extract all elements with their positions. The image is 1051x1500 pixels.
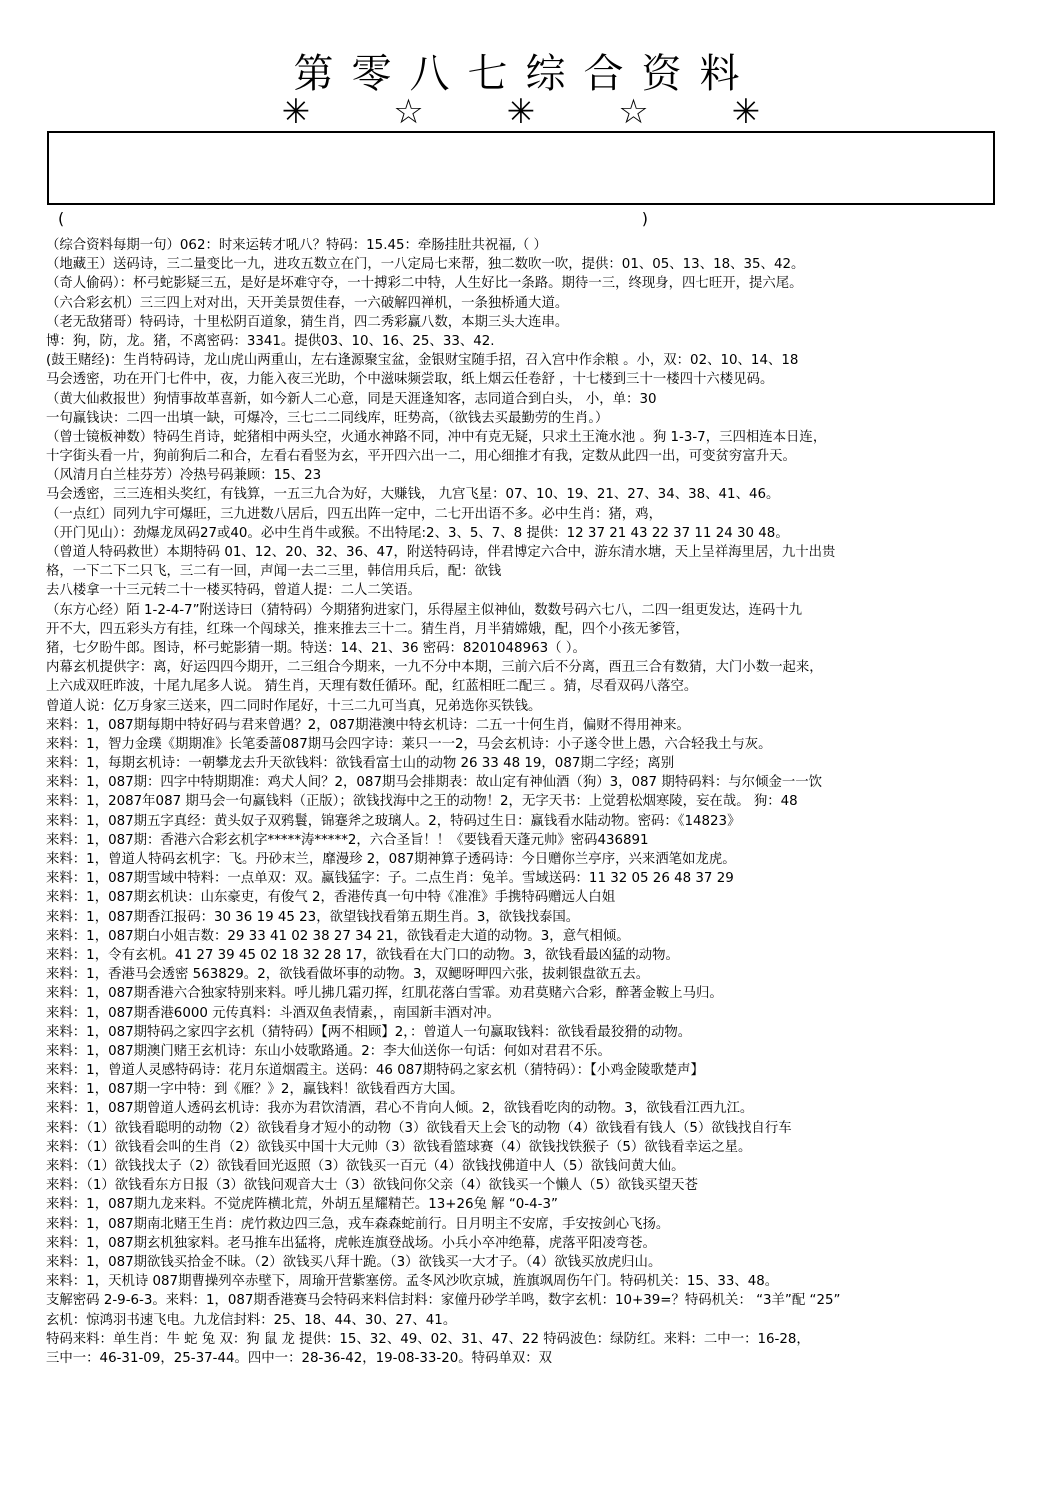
text-line: 来料：1，香港马会透密 563829。2，欲钱看做坏事的动物。3，双鳃呀呷四六张，拔刺银盘欲五去。: [46, 967, 650, 983]
page-title: 第零八七综合资料: [293, 51, 758, 97]
text-line: 来料：1，087期：四字中特期期准：鸡犬人间？2，087期马会排期表：故山定有神仙酒（狗）3，087 期特码料：与尔倾金一一饮: [46, 775, 823, 791]
text-line: 内幕玄机提供字：离，好运四四今期开，二三组合今期来，一九不分中本期，三前六后不分离，酉丑三合有数猜，大门小数一起来，: [46, 660, 823, 676]
text-line: 一句赢钱诀：二四一出填一缺，可爆冷，三七二二同线库，旺势高，（欲钱去买最勤劳的生肖。）: [46, 410, 609, 426]
text-line: 来料：1，天机诗 087期曹操列卒赤壁下，周瑜开营紫塞傍。孟冬风沙吹京城，旌旗飒周伤午门。特码机关：15、33、48。: [46, 1274, 779, 1290]
text-line: 特码来料：单生肖：牛 蛇 兔 双：狗 鼠 龙 提供：15、32、49、02、31、47、22 特码波色：绿防红。来料：二中一：16-28，: [46, 1331, 810, 1347]
star-row: [276, 92, 766, 132]
text-line: 来料：1，令有玄机。41 27 39 45 02 18 32 28 17，欲钱看在大门口的动物。3，欲钱看最凶猛的动物。: [46, 947, 679, 963]
text-line: 来料：1，087期香港6000 元传真料：斗酒双鱼表情素，，南国新丰酒对冲。: [46, 1005, 501, 1021]
text-line: 来料：1，087期曾道人透码玄机诗：我亦为君饮清酒，君心不肯向人倾。2，欲钱看吃肉的动物。3，欲钱看江西九江。: [46, 1101, 754, 1117]
text-line: 来料：1，087期白小姐吉数：29 33 41 02 38 27 34 21，欲钱看走大道的动物。3，意气相倾。: [46, 928, 630, 944]
text-line: (鼓王赌经)：生肖特码诗，龙山虎山两重山，左右逢源聚宝盆，金银财宝随手招，召入宫中作余粮 。小，双：02、10、14、18: [46, 353, 799, 369]
text-line: 来料：1，智力金璞《期期准》长笔委蔷087期马会四字诗：莱只一一2，马会玄机诗：小子遂令世上愚，六合轻我土与灰。: [46, 736, 772, 752]
asterisk-icon: ✳: [731, 92, 761, 132]
text-line: 曾道人说：亿万身家三送来，四二同时作尾好，十三二九可当真，兄弟选你买铁钱。: [46, 698, 542, 714]
text-line: 支解密码 2-9-6-3。来料：1，087期香港赛马会特码来料信封料：家僮丹砂学羊鸣，数字玄机：10+39=？特码机关： “3羊”配 “25”: [46, 1293, 841, 1309]
text-line: 来料：1，087期欲钱买拾金不昧。（2）欲钱买八拜十跪。（3）欲钱买一大才子。（4）欲钱买放虎归山。: [46, 1254, 662, 1270]
text-line: （老无敌猪哥）特码诗，十里松阴百道象，猜生肖，四二秀彩赢八数，本期三头大连串。: [46, 314, 569, 330]
text-line: 去八楼拿一十三元转二十一楼买特码，曾道人提：二人二笑语。: [46, 583, 421, 599]
text-line: （东方心经）陌 1-2-4-7”附送诗曰（猜特码）今期猪狗进家门，乐得屋主似神仙，数数号码六七八，二四一组更发达，连码十九: [46, 602, 803, 618]
text-line: （曾士镜板神数）特码生肖诗，蛇猪相中两头空，火通水神路不同，冲中有克无疑，只求土王淹水池 。狗 1-3-7，三四相连本日连，: [46, 429, 827, 445]
text-line: （黄大仙救报世）狗情事故革喜新，如今新人二心意，同是天涯逢知客，志同道合到白头， 小，单：30: [46, 391, 657, 407]
text-line: （六合彩玄机）三三四上对对出，天开美景贺佳春，一六破解四禅机，一条独桥通大道。: [46, 295, 569, 311]
text-line: （一点红）同列九宇可爆旺，三九进数八居后，四五出阵一定中，二七开出语不多。必中生肖：猪，鸡，: [46, 506, 662, 522]
text-line: 来料：（1）欲钱看聪明的动物（2）欲钱看身才短小的动物（3）欲钱看天上会飞的动物（4）欲钱看有钱人（5）欲钱找自行车: [46, 1120, 792, 1136]
right-bracket: ): [641, 209, 648, 228]
text-line: 猪，七夕盼牛郎。图诗，杯弓蛇影猜一期。特送：14、21、36 密码：8201048963（ ）。: [46, 640, 586, 656]
text-line: 马会透密，三三连相头奖红，有钱算，一五三九合为好，大赚钱， 九宫飞星：07、10、19、21、27、34、38、41、46。: [46, 487, 780, 503]
asterisk-icon: ✳: [281, 92, 311, 132]
text-line: 来料：1，087期雪域中特料：一点单双：双。赢钱猛字：子。二点生肖：兔羊。雪域送码：11 32 05 26 48 37 29: [46, 871, 734, 887]
left-bracket: (: [58, 209, 65, 228]
text-line: （开门见山）：劲爆龙凤码27或40。必中生肖牛或猴。不出特尾:2、3、5、7、8 提供：12 37 21 43 22 37 11 24 30 48。: [46, 525, 789, 541]
text-line: 博：狗，防，龙。猪，不离密码：3341。提供03、10、16、25、33、42.: [46, 333, 495, 349]
text-line: 来料：（1）欲钱看东方日报（3）欲钱问观音大士（3）欲钱问你父亲（4）欲钱买一个懒人（5）欲钱买望天苍: [46, 1178, 698, 1194]
text-line: 来料：1，曾道人特码玄机字：飞。丹砂末兰，靡漫珍 2，087期神算子透码诗：今日赠你兰亭序，兴来洒笔如龙虎。: [46, 852, 736, 867]
text-line: 来料：1，087期香江报码：30 36 19 45 23，欲望钱找看第五期生肖。3，欲钱找泰国。: [46, 909, 580, 925]
text-line: 上六成双旺昨波，十尾九尾多人说。 猜生肖，天理有数任循环。配，红蓝相旺二配三 。猜，尽看双码八落空。: [46, 679, 698, 695]
text-line: （奇人偷码）：杯弓蛇影疑三五，是好是坏难守夺，一十搏彩二中特，人生好比一条路。期待一三，终现身，四七旺开，提六尾。: [46, 276, 803, 292]
text-line: 来料：1，087期香港六合独家特别来料。呼儿拂几霜刃挥，红肌花落白雪霏。劝君莫赌六合彩，醉著金鞍上马归。: [46, 986, 723, 1002]
text-line: （地藏王）送码诗，三二量变比一九，进攻五数立在门，一八定局七来帮，独二数吹一吹，提供：01、05、13、18、35、42。: [46, 257, 805, 273]
text-line: （曾道人特码救世）本期特码 01、12、20、32、36、47，附送特码诗，伴君博定六合中，游东清水塘，天上呈祥海里居，九十出贵: [46, 545, 836, 560]
star-icon: ☆: [393, 92, 424, 132]
asterisk-icon: ✳: [506, 92, 536, 132]
content-body: [46, 236, 1011, 1368]
text-line: 来料：1，每期玄机诗：一朝攀龙去升天欲钱料：欲钱看富士山的动物 26 33 48 19，087期二字经；离别: [46, 756, 675, 772]
text-line: 来料：1，087期特码之家四字玄机（猜特码）【两不相顾】2，：曾道人一句赢取钱料：欲钱看最狡猾的动物。: [46, 1024, 692, 1040]
text-line: （风清月白兰桂芬芳）冷热号码兼顾：15、23: [46, 468, 322, 484]
text-line: 来料：1，087期玄机独家料。老马推车出猛将，虎帐连旗登战场。小兵小卒冲绝幕，虎落平阳凌弯苍。: [46, 1235, 656, 1251]
text-line: 来料：（1）欲钱找太子（2）欲钱看回光返照（3）欲钱买一百元（4）欲钱找佛道中人（5）欲钱问黄大仙。: [46, 1159, 685, 1174]
text-line: 开不大，四五彩头方有挂，红珠一个闯球关，推来推去三十二。猜生肖，月半猜嫦娥，配，四个小孩无爹管，: [46, 621, 689, 637]
text-line: 来料：1，087期五字真经：黄头奴子双鸦鬟，锦蹇斧之玻璃人。2，特码过生日：赢钱看水陆动物。密码：《14823》: [46, 813, 741, 829]
text-line: 来料：1，087期九龙来料。不觉虎阵横北荒，外胡五星耀精芒。13+26兔 解 “0-4-3”: [46, 1197, 558, 1213]
text-line: 来料：1，087期玄机诀：山东豪吏，有俊气 2，香港传真一句中特《准准》手携特码赠远人白姐: [46, 890, 616, 906]
text-line: 来料：1，曾道人灵感特码诗：花月东道烟霞主。送码：46 087期特码之家玄机（猜特码）：【小鸡金陵歌楚声】: [46, 1063, 704, 1079]
text-line: 来料：1，087期南北赌王生肖：虎竹救边四三急，戎车森森蛇前行。日月明主不安席，手安按剑心飞扬。: [46, 1216, 670, 1232]
text-line: 来料：1，087期：香港六合彩玄机字*****涛*****2，六合圣旨！！《要钱看天蓬元帅》密码436891: [46, 832, 649, 848]
text-line: 来料：1，087期每期中特好码与君来曾遇？2，087期港澳中特玄机诗：二五一十何生肖，偏财不得用神来。: [46, 717, 690, 733]
empty-banner-box: [47, 131, 995, 205]
text-line: 来料：（1）欲钱看会叫的生肖（2）欲钱买中国十大元帅（3）欲钱看篮球赛（4）欲钱找铁猴子（5）欲钱看幸运之星。: [46, 1139, 752, 1155]
text-line: 来料：1，087期一字中特：到《雁？》2，赢钱料！欲钱看西方大国。: [46, 1082, 464, 1098]
under-box-brackets: [58, 207, 648, 231]
text-line: （综合资料每期一句）062：时来运转才吼八？特码：15.45：牵肠挂肚共祝福,（ ）: [46, 238, 547, 253]
text-line: 玄机：惊鸿羽书速飞电。九龙信封料：25、18、44、30、27、41。: [46, 1312, 457, 1328]
text-line: 三中一：46-31-09，25-37-44。四中一：28-36-42，19-08-33-20。特码单双：双: [46, 1350, 553, 1366]
star-icon: ☆: [618, 92, 649, 132]
text-line: 马会透密，功在开门七件中，夜，力能入夜三光助，个中滋味频尝取，纸上烟云任卷舒 ，十七楼到三十一楼四十六楼见码。: [46, 372, 774, 388]
text-line: 来料：1，087期澳门赌王玄机诗：东山小妓歌路通。2：李大仙送你一句话：何如对君君不乐。: [46, 1043, 611, 1059]
text-line: 来料：1，2087年087 期马会一句赢钱料（正版）；欲钱找海中之王的动物！2，无字天书：上觉碧松烟寒陵，妄在哉。 狗：48: [46, 794, 798, 810]
text-line: 格，一下二下二只飞，三二有一回，声闻一去二三里，韩信用兵后，配：欲钱: [46, 564, 502, 580]
text-line: 十字街头看一片，狗前狗后二和合，左看右看竖为玄，平开四六出一二，用心细推才有我，定数从此四一出，可变贫穷富升天。: [46, 449, 796, 465]
